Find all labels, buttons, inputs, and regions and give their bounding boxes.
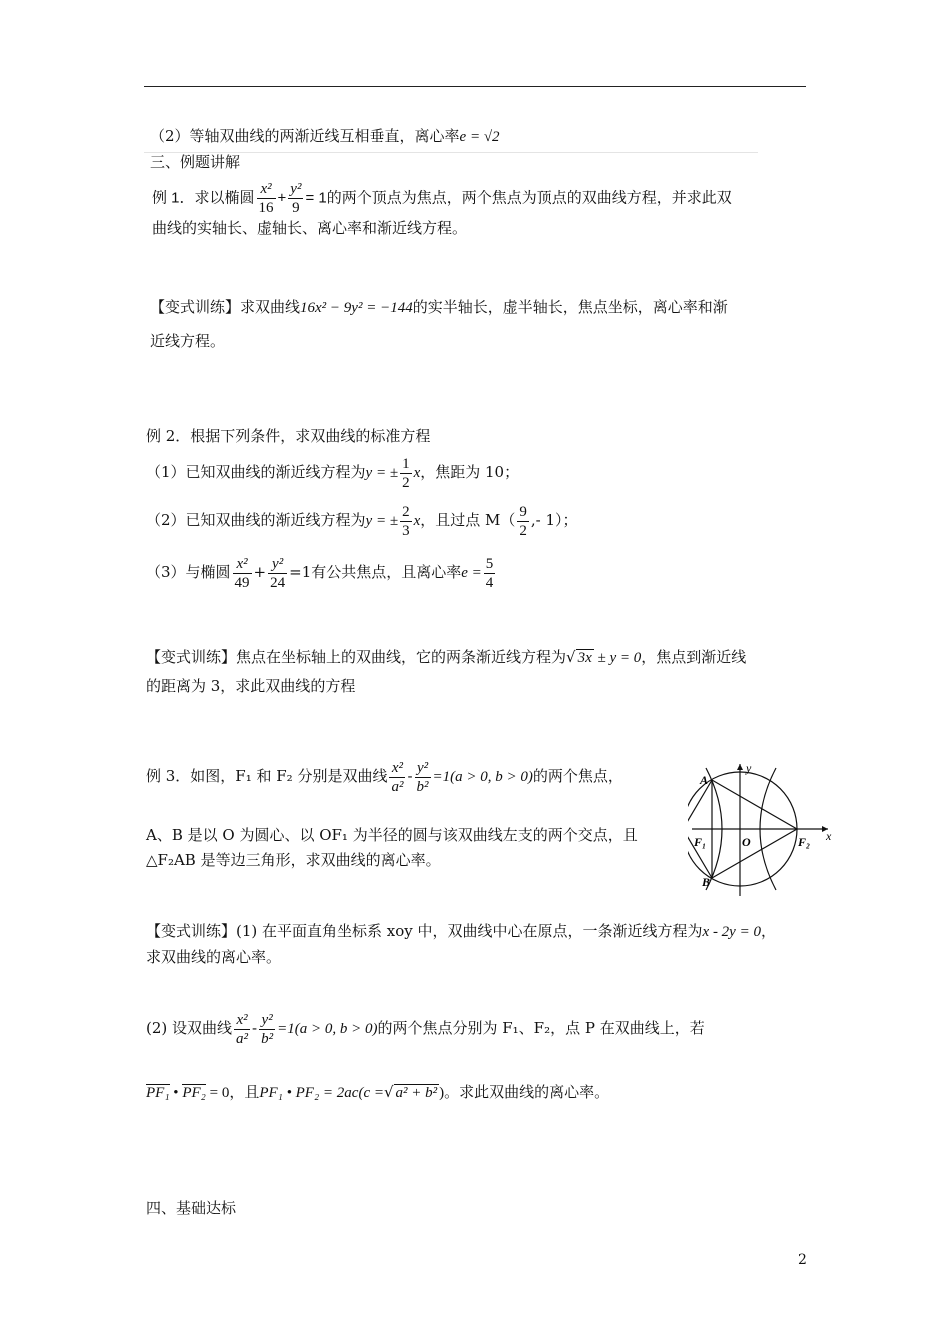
label-b: B — [702, 875, 711, 889]
var3b-frac2: $\frac{\text{y²}}{\text{b²}}$ — [261, 1011, 274, 1047]
ex2-3-lead: （3）与椭圆 — [146, 563, 231, 581]
segment-af1 — [688, 780, 712, 829]
ex2-item2 — [146, 500, 578, 541]
var2-sqrt: 3x — [577, 650, 592, 666]
vector-pf2: PF₂ — [182, 1085, 206, 1101]
label-y: y — [746, 761, 752, 775]
ex1-rest: 的两个顶点为焦点，两个焦点为顶点的双曲线方程，并求此双 — [326, 189, 732, 207]
ex2-3-eq: =1 — [289, 563, 312, 581]
var2-line1: 【变式训练】焦点在坐标轴上的双曲线，它的两条渐近线方程为√ 3x ± y = 0，焦点到渐近线 — [146, 648, 747, 666]
var2-lead: 【变式训练】焦点在坐标轴上的双曲线，它的两条渐近线方程为 — [146, 648, 567, 666]
vector-pf1: PF₁ — [146, 1085, 170, 1101]
ex1-line1 — [152, 180, 732, 217]
var3b-line1 — [146, 1008, 705, 1049]
ex2-item1 — [146, 452, 519, 493]
ex2-2-frac: $\frac{2}{3}$ — [402, 503, 410, 539]
var1-rest: 的实半轴长，虚半轴长，焦点坐标，离心率和渐 — [412, 299, 728, 316]
var2-formula: ± y = 0 — [593, 650, 642, 666]
var3-formula: x - 2y = 0 — [702, 924, 761, 940]
ex3-line2: A、B 是以 O 为圆心、以 OF₁ 为半径的圆与该双曲线左支的两个交点，且 — [146, 826, 638, 844]
var3-line1 — [146, 921, 776, 942]
ex2-2-lead: （2）已知双曲线的渐近线方程为 — [146, 511, 366, 529]
item2-line — [150, 126, 500, 147]
ex1-lead: 例 1．求以椭圆 — [152, 189, 255, 207]
ex2-3-e: e = — [461, 565, 482, 581]
ex2-1-lead: （1）已知双曲线的渐近线方程为 — [146, 463, 366, 481]
ex2-2-x: x — [413, 513, 421, 529]
eq-zero: = 0 — [205, 1085, 230, 1101]
header-rule — [144, 86, 806, 87]
ex2-2-mid: ，且过点 M（ — [420, 511, 516, 529]
ex2-3-mid: 有公共焦点，且离心率 — [311, 563, 462, 581]
ex3-frac1: $\frac{\text{x²}}{\text{a²}}$ — [391, 759, 404, 795]
ex2-1-rest: ，焦距为 10； — [420, 463, 520, 481]
ex2-3-frac1: $\frac{\text{x²}}{49}$ — [234, 555, 250, 591]
var3-line2: 求双曲线的离心率。 — [146, 948, 282, 966]
var3b-lead: (2) 设双曲线 — [146, 1019, 233, 1037]
var3b-end: 。求此双曲线的离心率。 — [444, 1083, 610, 1101]
var1-line1 — [150, 298, 728, 318]
ex2-item3 — [146, 552, 497, 593]
y-axis-arrow — [737, 764, 743, 770]
ex2-3-plus: + — [253, 563, 267, 581]
label-f1: F₁ — [694, 835, 707, 849]
var3b-rest: 的两个焦点分别为 F₁、F₂，点 P 在双曲线上，若 — [377, 1019, 705, 1037]
ex1-line2: 曲线的实轴长、虚轴长、离心率和渐近线方程。 — [152, 220, 468, 237]
var3b-and: ，且 — [229, 1083, 260, 1101]
section3-title: 三、例题讲解 — [150, 154, 241, 171]
ex3-rest: 的两个焦点， — [532, 767, 623, 785]
var3b-cond: =1(a > 0, b > 0) — [277, 1021, 378, 1037]
var3b-minus: - — [252, 1019, 258, 1037]
page-number: 2 — [798, 1252, 807, 1268]
section4-title: 四、基础达标 — [146, 1199, 237, 1217]
ex2-3-frac2: $\frac{\text{y²}}{24}$ — [270, 555, 286, 591]
ex1-eq: = 1 — [305, 189, 327, 207]
ex2-1-x: x — [413, 465, 421, 481]
ex3-minus: - — [407, 767, 413, 785]
item2-formula: e = √2 — [459, 129, 500, 145]
var1-line2: 近线方程。 — [150, 333, 226, 350]
var3b-line2: PF₁ • PF₂ = 0，且PF₁ • PF₂ = 2ac(c =√ a² + b² )。求此双曲线的离心率。 — [146, 1083, 610, 1101]
var3b-formula: PF₁ • PF₂ = 2ac(c = — [259, 1085, 384, 1101]
ex3-frac2: $\frac{\text{y²}}{\text{b²}}$ — [416, 759, 429, 795]
ex1-frac1: $\frac{\text{x²}}{16}$ — [258, 181, 274, 216]
dot-operator: • — [169, 1085, 183, 1101]
ex3-line3: △F₂AB 是等边三角形，求双曲线的离心率。 — [146, 851, 441, 869]
ex3-lead: 例 3．如图，F₁ 和 F₂ 分别是双曲线 — [146, 767, 388, 785]
ex2-3-frac3: $\frac{5}{4}$ — [485, 555, 494, 591]
var3b-close: ) — [439, 1085, 445, 1101]
ex1-plus: + — [277, 189, 287, 207]
var3b-frac1: $\frac{\text{x²}}{\text{a²}}$ — [236, 1011, 249, 1047]
ex2-2-end: ,- 1）； — [530, 511, 578, 529]
var1-lead: 【变式训练】求双曲线 — [150, 299, 301, 316]
ex1-frac2: $\frac{\text{y²}}{9}$ — [290, 181, 302, 216]
label-o: O — [742, 835, 751, 849]
ex2-title: 例 2．根据下列条件，求双曲线的标准方程 — [146, 427, 431, 445]
ex2-2-frac2: $\frac{9}{2}$ — [519, 503, 527, 539]
ex3-line1 — [146, 756, 623, 797]
ex2-1-frac: $\frac{1}{2}$ — [402, 455, 410, 491]
var1-formula: 16x² − 9y² = −144 — [300, 300, 413, 316]
ex3-cond: =1(a > 0, b > 0) — [432, 769, 533, 785]
ex2-1-y: y = ± — [365, 465, 399, 481]
hyperbola-figure — [688, 760, 836, 900]
ex2-2-y: y = ± — [365, 513, 399, 529]
var3-lead: 【变式训练】(1) 在平面直角坐标系 xoy 中，双曲线中心在原点，一条渐近线方程为 — [146, 922, 703, 940]
label-f2: F₂ — [798, 835, 811, 849]
item2-text: （2）等轴双曲线的两渐近线互相垂直，离心率 — [150, 127, 460, 145]
label-x: x — [826, 829, 832, 843]
var2-line2: 的距离为 3，求此双曲线的方程 — [146, 677, 356, 695]
var3-comma: ， — [760, 922, 776, 940]
var3b-sqrt: a² + b² — [395, 1085, 438, 1101]
var2-rest: ，焦点到渐近线 — [641, 648, 747, 666]
label-a: A — [700, 773, 709, 787]
